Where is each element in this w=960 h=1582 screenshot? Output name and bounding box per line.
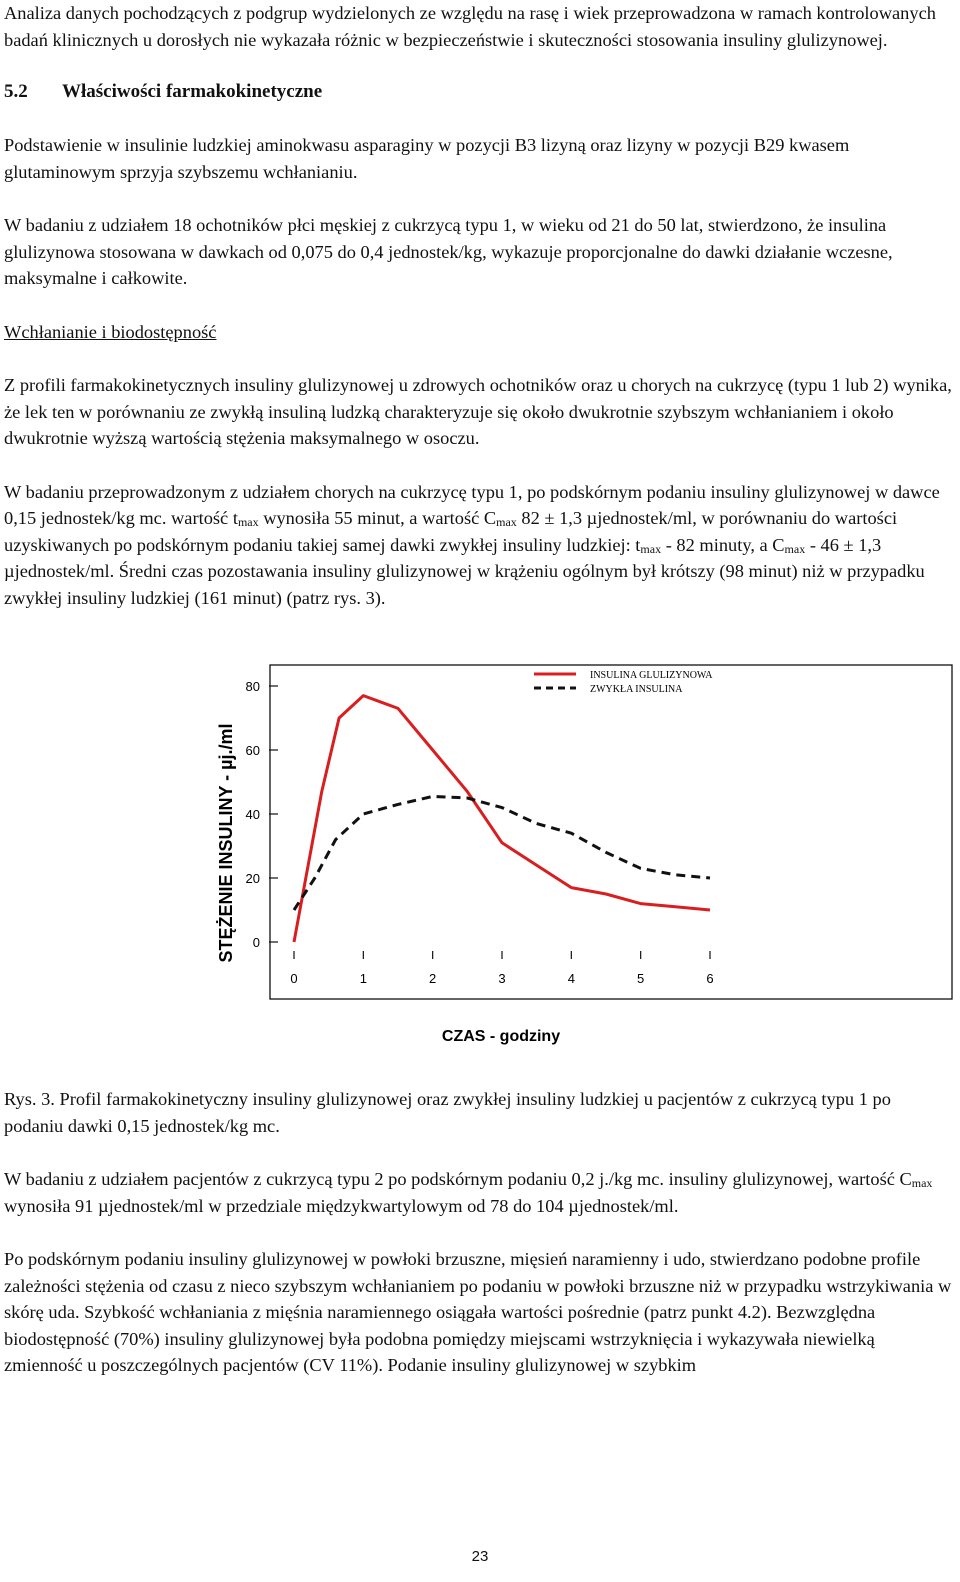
y-tick-label: 40 xyxy=(245,807,260,822)
section-heading xyxy=(4,79,954,105)
intro-paragraph: Analiza danych pochodzących z podgrup wydzielonych ze względu na rasę i wiek przeprowadzona w ramach kontrolowanych badań klinicznych u dorosłych nie wykazała różnic w bezpieczeństwie i skuteczności stosowania insuliny glulizynowej. xyxy=(4,3,936,50)
paragraph-profiles: Z profili farmakokinetycznych insuliny glulizynowej u zdrowych ochotników oraz u chorych na cukrzycę (typu 1 lub 2) wynika, że lek ten w porównaniu ze zwykłą insuliną ludzką charakteryzuje się około dwukrotnie szybszym wchłanianiem i około dwukrotnie wyższą wartością stężenia maksymalnego w osoczu. xyxy=(4,375,952,448)
legend-label: INSULINA GLULIZYNOWA xyxy=(590,670,713,681)
paragraph-substitution: Podstawienie w insulinie ludzkiej aminokwasu asparaginy w pozycji B3 lizyną oraz lizyny w pozycji B29 kwasem glutaminowym sprzyja szybszemu wchłanianiu. xyxy=(4,135,850,182)
paragraph-volunteers-study: W badaniu z udziałem 18 ochotników płci męskiej z cukrzycą typu 1, w wieku od 21 do 50 lat, stwierdzono, że insulina glulizynowa stosowana w dawkach od 0,075 do 0,4 jednostek/kg, wykazuje proporcjonalne do dawki działanie wczesne, maksymalne i całkowite. xyxy=(4,215,893,288)
legend-label: ZWYKŁA INSULINA xyxy=(590,684,683,695)
x-tick-label: 1 xyxy=(359,971,367,986)
series-line-regular-insulin xyxy=(294,796,710,910)
figure-caption: Rys. 3. Profil farmakokinetyczny insuliny glulizynowej oraz zwykłej insuliny ludzkiej u pacjentów z cukrzycą typu 1 po podaniu dawki 0,15 jednostek/kg mc. xyxy=(4,1089,891,1136)
paragraph-type1-study: W badaniu przeprowadzonym z udziałem chorych na cukrzycę typu 1, po podskórnym podaniu insuliny glulizynowej w dawce 0,15 jednostek/kg mc. wartość $t_{max}$ wynosiła 55 minut, a wartość $C_{max}$ 82 ± 1,3 µjednostek/ml, w porównaniu do wartości uzyskiwanych po podskórnym podaniu takiej samej dawki zwykłej insuliny ludzkiej: $t_{max} - 82$ minuty, a $C_{max} - 46 \pm 1,3$ µjednostek/ml. Średni czas pozostawania insuliny glulizynowej w krążeniu ogólnym był krótszy (98 minut) niż w przypadku zwykłej insuliny ludzkiej (161 minut) (patrz rys. 3). xyxy=(4,481,940,608)
page-number: 23 xyxy=(471,1548,489,1565)
y-tick-label: 60 xyxy=(245,743,260,758)
x-axis xyxy=(290,951,713,986)
chart-legend xyxy=(534,670,713,695)
y-axis xyxy=(246,679,278,950)
document-page xyxy=(4,0,954,1379)
chart-frame xyxy=(270,665,952,999)
y-tick-label: 80 xyxy=(245,679,260,694)
x-tick-label: 3 xyxy=(498,971,506,986)
x-axis-label: CZAS - godziny xyxy=(441,1028,561,1045)
paragraph-injection-sites: Po podskórnym podaniu insuliny glulizynowej w powłoki brzuszne, mięsień naramienny i udo, stwierdzano podobne profile zależności stężenia od czasu z nieco szybszym wchłanianiem po podaniu w powłoki brzuszne niż w przypadku wstrzykiwania w skórę uda. Szybkość wchłaniania z mięśnia naramiennego osiągała wartości pośrednie (patrz punkt 4.2). Bezwzględna biodostępność (70%) insuliny glulizynowej była podobna pomiędzy miejscami wstrzyknięcia i wykazywała niewielką zmienność u poszczególnych pacjentów (CV 11%). Podanie insuliny glulizynowej w szybkim xyxy=(4,1249,952,1375)
section-title: Właściwości farmakokinetyczne xyxy=(62,81,323,102)
y-axis-label: STĘŻENIE INSULINY - µj./ml xyxy=(216,723,236,963)
chart-series xyxy=(294,696,710,942)
x-tick-label: 2 xyxy=(429,971,437,986)
x-tick-label: 0 xyxy=(290,971,298,986)
subheading-absorption: Wchłanianie i biodostępność xyxy=(4,321,217,342)
paragraph-type2-study: W badaniu z udziałem pacjentów z cukrzycą typu 2 po podskórnym podaniu 0,2 j./kg mc. insuliny glulizynowej, wartość $C_{max}$ wynosiła 91 µjednostek/ml w przedziale międzykwartylowym od 78 do 104 µjednostek/ml. xyxy=(4,1169,933,1216)
section-number: 5.2 xyxy=(4,81,28,102)
y-tick-label: 20 xyxy=(245,871,260,886)
y-tick-label: 0 xyxy=(252,935,260,950)
x-tick-label: 4 xyxy=(567,971,575,986)
pk-chart xyxy=(4,655,954,1075)
x-tick-label: 5 xyxy=(637,971,645,986)
x-tick-label: 6 xyxy=(706,971,714,986)
pk-chart-figure xyxy=(4,655,954,1075)
